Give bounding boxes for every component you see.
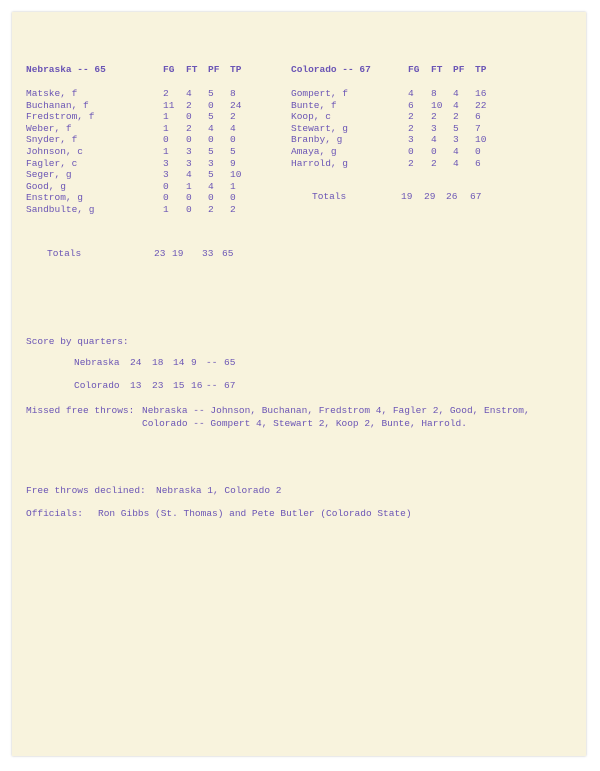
player-ft: 3 xyxy=(186,157,192,169)
quarter-team: Colorado xyxy=(74,380,120,391)
player-fg: 1 xyxy=(163,204,169,215)
col-pf: PF xyxy=(208,64,220,75)
missed-line-1: Nebraska -- Johnson, Buchanan, Fredstrom 4, Fagler 2, Good, Enstrom, xyxy=(142,405,530,416)
player-fg: 1 xyxy=(163,146,169,157)
player-pf: 2 xyxy=(208,204,214,215)
player-pf: 4 xyxy=(208,180,214,192)
player-pf: 4 xyxy=(453,157,459,169)
player-tp: 8 xyxy=(230,88,236,99)
col-fg: FG xyxy=(163,64,175,75)
player-tp: 0 xyxy=(230,134,236,146)
player-name: Gompert, f xyxy=(291,88,349,99)
col-ft: FT xyxy=(186,64,198,75)
player-tp: 22 xyxy=(475,99,487,111)
quarters-label: Score by quarters: xyxy=(26,336,129,347)
quarter-q4: 9 xyxy=(191,357,197,368)
player-fg: 2 xyxy=(408,122,414,134)
player-tp: 16 xyxy=(475,88,487,99)
player-fg: 3 xyxy=(408,134,414,146)
quarter-total: 65 xyxy=(224,357,236,368)
col-ft: FT xyxy=(431,64,443,75)
declined-text: Nebraska 1, Colorado 2 xyxy=(156,485,282,496)
player-ft: 8 xyxy=(431,88,437,99)
totals-label: Totals xyxy=(312,191,347,202)
col-pf: PF xyxy=(453,64,465,75)
player-name: Snyder, f xyxy=(26,134,78,146)
player-ft: 3 xyxy=(431,122,437,134)
totals-fg: 19 xyxy=(401,191,413,202)
player-fg: 0 xyxy=(163,192,169,204)
player-fg: 3 xyxy=(163,169,169,181)
nebraska-title: Nebraska -- 65 xyxy=(26,64,106,75)
player-fg: 4 xyxy=(408,88,414,99)
totals-tp: 67 xyxy=(470,191,482,202)
player-fg: 1 xyxy=(163,111,169,123)
colorado-box-score xyxy=(291,64,551,204)
col-fg: FG xyxy=(408,64,420,75)
quarter-team: Nebraska xyxy=(74,357,120,368)
player-name: Good, g xyxy=(26,180,66,192)
player-name: Koop, c xyxy=(291,111,331,123)
missed-line-2: Colorado -- Gompert 4, Stewart 2, Koop 2, Bunte, Harrold. xyxy=(142,418,467,429)
player-tp: 2 xyxy=(230,204,236,215)
totals-fg: 23 xyxy=(154,248,166,259)
player-ft: 0 xyxy=(431,146,437,157)
quarter-sep: -- xyxy=(206,357,218,368)
player-ft: 2 xyxy=(186,122,192,134)
player-ft: 2 xyxy=(431,111,437,123)
player-pf: 5 xyxy=(453,122,459,134)
player-ft: 2 xyxy=(431,157,437,169)
declined-label: Free throws declined: xyxy=(26,485,146,496)
player-tp: 10 xyxy=(230,169,242,181)
player-pf: 4 xyxy=(453,99,459,111)
player-fg: 0 xyxy=(408,146,414,157)
player-tp: 0 xyxy=(230,192,236,204)
player-fg: 3 xyxy=(163,157,169,169)
player-fg: 1 xyxy=(163,122,169,134)
player-ft: 0 xyxy=(186,192,192,204)
player-tp: 9 xyxy=(230,157,236,169)
player-pf: 0 xyxy=(208,99,214,111)
totals-ft: 29 xyxy=(424,191,436,202)
player-tp: 0 xyxy=(475,146,481,157)
quarter-q2: 23 xyxy=(152,380,164,391)
player-pf: 5 xyxy=(208,88,214,99)
player-ft: 2 xyxy=(186,99,192,111)
player-name: Amaya, g xyxy=(291,146,337,157)
player-fg: 0 xyxy=(163,180,169,192)
player-name: Johnson, c xyxy=(26,146,84,157)
quarter-q1: 24 xyxy=(130,357,142,368)
player-tp: 2 xyxy=(230,111,236,123)
player-ft: 4 xyxy=(186,169,192,181)
missed-label: Missed free throws: xyxy=(26,405,135,416)
player-tp: 7 xyxy=(475,122,481,134)
document-page xyxy=(12,12,586,756)
player-ft: 4 xyxy=(431,134,437,146)
player-ft: 10 xyxy=(431,99,443,111)
officials-label: Officials: xyxy=(26,508,84,519)
player-ft: 0 xyxy=(186,134,192,146)
totals-ft: 19 xyxy=(172,248,184,259)
player-fg: 11 xyxy=(163,99,175,111)
quarter-q4: 16 xyxy=(191,380,203,391)
player-name: Enstrom, g xyxy=(26,192,84,204)
col-tp: TP xyxy=(230,64,242,75)
player-ft: 3 xyxy=(186,146,192,157)
player-fg: 2 xyxy=(408,157,414,169)
player-name: Sandbulte, g xyxy=(26,204,95,215)
player-name: Branby, g xyxy=(291,134,343,146)
player-ft: 4 xyxy=(186,88,192,99)
player-name: Harrold, g xyxy=(291,157,349,169)
quarter-q3: 15 xyxy=(173,380,185,391)
player-pf: 4 xyxy=(453,88,459,99)
totals-pf: 33 xyxy=(202,248,214,259)
player-fg: 0 xyxy=(163,134,169,146)
player-name: Buchanan, f xyxy=(26,99,89,111)
player-name: Stewart, g xyxy=(291,122,349,134)
player-pf: 5 xyxy=(208,111,214,123)
quarter-total: 67 xyxy=(224,380,236,391)
col-tp: TP xyxy=(475,64,487,75)
player-name: Seger, g xyxy=(26,169,72,181)
totals-label: Totals xyxy=(47,248,82,259)
quarter-sep: -- xyxy=(206,380,218,391)
player-tp: 6 xyxy=(475,111,481,123)
player-name: Weber, f xyxy=(26,122,72,134)
player-fg: 2 xyxy=(408,111,414,123)
colorado-title: Colorado -- 67 xyxy=(291,64,371,75)
player-fg: 2 xyxy=(163,88,169,99)
player-pf: 0 xyxy=(208,134,214,146)
player-name: Matske, f xyxy=(26,88,78,99)
player-pf: 3 xyxy=(453,134,459,146)
totals-tp: 65 xyxy=(222,248,234,259)
player-pf: 5 xyxy=(208,146,214,157)
player-pf: 4 xyxy=(453,146,459,157)
player-ft: 1 xyxy=(186,180,192,192)
quarter-q3: 14 xyxy=(173,357,185,368)
player-pf: 0 xyxy=(208,192,214,204)
player-pf: 5 xyxy=(208,169,214,181)
player-name: Fredstrom, f xyxy=(26,111,95,123)
player-ft: 0 xyxy=(186,111,192,123)
player-tp: 10 xyxy=(475,134,487,146)
officials-text: Ron Gibbs (St. Thomas) and Pete Butler (Colorado State) xyxy=(98,508,412,519)
quarter-q1: 13 xyxy=(130,380,142,391)
quarter-q2: 18 xyxy=(152,357,164,368)
player-tp: 24 xyxy=(230,99,242,111)
player-tp: 1 xyxy=(230,180,236,192)
totals-pf: 26 xyxy=(446,191,458,202)
nebraska-box-score xyxy=(26,64,286,264)
player-ft: 0 xyxy=(186,204,192,215)
player-pf: 2 xyxy=(453,111,459,123)
player-tp: 4 xyxy=(230,122,236,134)
player-fg: 6 xyxy=(408,99,414,111)
player-name: Fagler, c xyxy=(26,157,78,169)
player-pf: 3 xyxy=(208,157,214,169)
player-tp: 5 xyxy=(230,146,236,157)
player-name: Bunte, f xyxy=(291,99,337,111)
player-tp: 6 xyxy=(475,157,481,169)
player-pf: 4 xyxy=(208,122,214,134)
